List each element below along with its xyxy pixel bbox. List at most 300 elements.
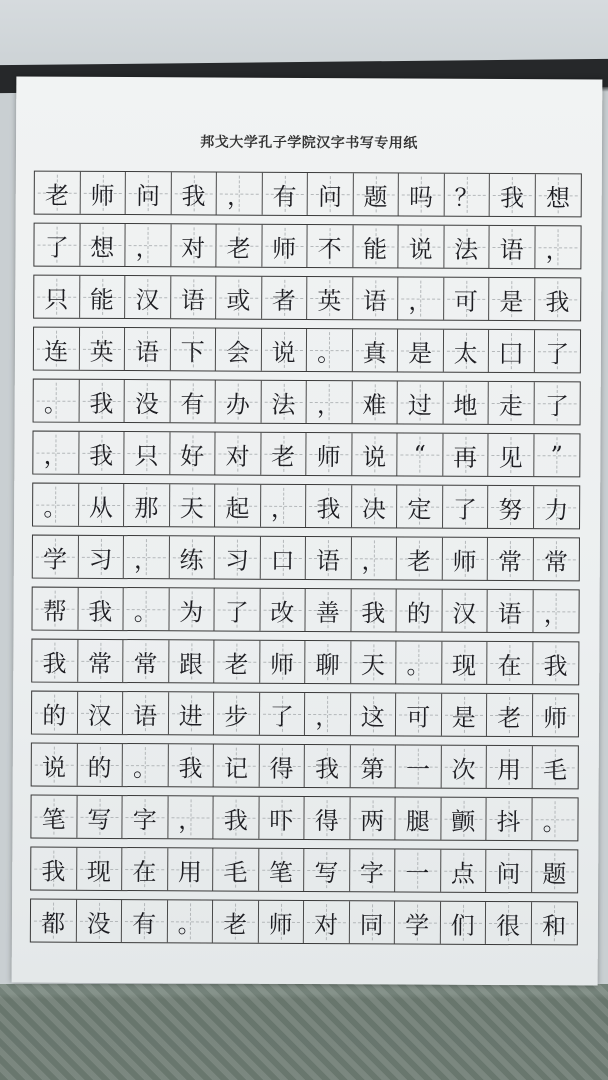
handwritten-character: 学 [405, 911, 430, 940]
handwritten-character: 说 [41, 753, 67, 782]
handwritten-character: 想 [545, 183, 571, 212]
grid-cell [78, 640, 124, 682]
grid-cell [76, 900, 122, 942]
grid-cell [440, 902, 486, 944]
grid-cell [398, 225, 444, 267]
grid-row [32, 431, 580, 478]
grid-cell [489, 330, 535, 372]
grid-cell [396, 693, 442, 735]
handwritten-character: 汉 [87, 701, 112, 730]
handwritten-character: 了 [452, 495, 477, 524]
handwritten-character: 决 [361, 494, 386, 523]
grid-cell [79, 484, 125, 526]
grid-cell [349, 901, 395, 943]
grid-row [32, 483, 580, 530]
handwritten-character: 们 [450, 911, 475, 940]
grid-cell [32, 692, 78, 734]
handwritten-character: 记 [223, 754, 249, 783]
handwritten-character: 师 [268, 910, 293, 939]
grid-cell [353, 173, 399, 215]
grid-cell [34, 276, 80, 318]
handwritten-character: 。 [406, 651, 431, 680]
grid-cell [169, 588, 215, 630]
grid-cell [304, 901, 350, 943]
handwritten-character: 进 [178, 701, 203, 730]
handwritten-character: 同 [359, 910, 384, 939]
handwritten-character: 了 [544, 391, 569, 420]
handwritten-character: 题 [363, 182, 388, 211]
handwritten-character: 没 [86, 909, 111, 938]
handwritten-character: 习 [225, 546, 250, 575]
handwritten-character: 一 [405, 859, 430, 888]
grid-cell [213, 849, 259, 891]
handwritten-character: 问 [317, 182, 343, 211]
grid-cell [79, 380, 125, 422]
grid-cell [308, 173, 354, 215]
grid-cell [533, 538, 579, 580]
handwritten-character: 。 [133, 597, 158, 626]
grid-cell [33, 432, 79, 474]
handwritten-character: 只 [134, 441, 159, 470]
grid-cell [532, 746, 578, 788]
grid-row [32, 535, 580, 582]
grid-cell [77, 692, 123, 734]
grid-cell [213, 797, 259, 839]
grid-cell [443, 434, 489, 476]
handwritten-character: 常 [544, 547, 569, 576]
handwritten-character: 都 [41, 909, 66, 938]
grid-cell [261, 381, 307, 423]
grid-cell [216, 329, 262, 371]
handwritten-character: 次 [451, 755, 476, 784]
grid-cell [488, 434, 534, 476]
grid-cell [122, 796, 168, 838]
handwritten-character: 太 [453, 339, 478, 368]
handwritten-character: 汉 [135, 285, 160, 314]
grid-cell [441, 850, 487, 892]
grid-cell [487, 642, 533, 684]
handwritten-character: 老 [271, 442, 296, 471]
grid-cell [169, 640, 215, 682]
handwritten-character: 师 [452, 547, 477, 576]
grid-cell [170, 432, 216, 474]
grid-cell [123, 640, 169, 682]
grid-cell [124, 484, 170, 526]
grid-cell [126, 172, 172, 214]
grid-cell [34, 224, 80, 266]
grid-cell [168, 848, 214, 890]
grid-cell [352, 329, 398, 371]
handwritten-character: ， [361, 546, 386, 575]
handwritten-character: 问 [135, 181, 161, 210]
grid-cell [488, 486, 534, 528]
handwritten-character: 难 [362, 390, 387, 419]
grid-cell [397, 433, 443, 475]
handwritten-character: 定 [407, 495, 432, 524]
grid-cell [34, 380, 80, 422]
grid-cell [259, 693, 305, 735]
handwritten-character: 可 [453, 287, 479, 316]
grid-cell [78, 536, 124, 578]
grid-cell [80, 172, 126, 214]
grid-cell [260, 589, 306, 631]
handwritten-character: 有 [132, 909, 157, 938]
grid-cell [170, 484, 216, 526]
handwritten-character: 改 [270, 598, 295, 627]
handwritten-character: 了 [224, 598, 249, 627]
handwritten-character: 颤 [451, 807, 476, 836]
handwritten-character: 真 [362, 338, 387, 367]
handwritten-character: 可 [406, 703, 431, 732]
handwritten-character: 笔 [41, 805, 66, 834]
grid-cell [396, 641, 442, 683]
handwritten-character: 说 [408, 235, 433, 264]
grid-cell [32, 744, 78, 786]
handwritten-character: 老 [223, 910, 248, 939]
grid-row [31, 587, 579, 634]
grid-cell [170, 380, 216, 422]
grid-cell [441, 694, 487, 736]
grid-cell [397, 485, 443, 527]
handwritten-character: ， [178, 805, 203, 834]
handwritten-character: 说 [271, 338, 296, 367]
handwritten-character: 了 [269, 702, 294, 731]
grid-cell [262, 225, 308, 267]
handwritten-character: 我 [89, 441, 114, 470]
grid-cell [262, 277, 308, 319]
grid-cell [215, 433, 261, 475]
handwritten-character: 好 [180, 441, 205, 470]
handwritten-character: ， [545, 235, 570, 264]
handwritten-character: 了 [545, 339, 570, 368]
handwritten-character: ， [134, 545, 159, 574]
handwritten-character: 语 [316, 546, 341, 575]
grid-cell [444, 226, 490, 268]
handwritten-character: 对 [225, 442, 250, 471]
handwritten-character: 我 [499, 183, 525, 212]
grid-cell [532, 694, 578, 736]
handwritten-character: 现 [451, 651, 477, 680]
grid-row [33, 379, 581, 426]
grid-cell [489, 226, 535, 268]
handwritten-character: 的 [406, 599, 431, 628]
handwritten-character: 老 [497, 703, 522, 732]
handwritten-character: 学 [43, 545, 68, 574]
grid-cell [486, 850, 532, 892]
grid-cell [171, 172, 217, 214]
handwritten-character: ？ [454, 183, 479, 212]
handwritten-character: 。 [317, 338, 342, 367]
handwritten-character: 起 [225, 494, 250, 523]
grid-cell [350, 693, 396, 735]
handwritten-character: 。 [43, 389, 68, 418]
grid-cell [261, 433, 307, 475]
grid-cell [489, 278, 535, 320]
handwritten-character: 法 [271, 390, 296, 419]
handwritten-character: 。 [542, 807, 567, 836]
handwritten-character: 常 [87, 649, 113, 678]
grid-cell [124, 536, 170, 578]
grid-cell [534, 382, 580, 424]
grid-cell [214, 745, 260, 787]
handwritten-character: 写 [314, 858, 339, 887]
grid-cell [352, 381, 398, 423]
handwritten-character: 两 [360, 806, 385, 835]
handwritten-character: 师 [90, 181, 115, 210]
grid-cell [307, 225, 353, 267]
grid-cell [34, 328, 80, 370]
handwritten-character: ， [315, 702, 340, 731]
handwritten-character: 天 [179, 493, 204, 522]
handwritten-character: 从 [88, 493, 113, 522]
grid-cell [125, 224, 171, 266]
grid-cell [168, 744, 214, 786]
grid-cell [214, 641, 260, 683]
handwritten-character: 常 [498, 547, 523, 576]
grid-cell [306, 485, 352, 527]
handwritten-character: 字 [359, 858, 385, 887]
grid-cell [535, 174, 581, 216]
handwritten-character: 努 [498, 495, 523, 524]
grid-cell [353, 225, 399, 267]
grid-cell [396, 589, 442, 631]
handwritten-character: 吗 [408, 183, 434, 212]
handwritten-character: ， [270, 494, 295, 523]
handwritten-character: 没 [134, 389, 159, 418]
handwritten-character: 师 [272, 234, 297, 263]
grid-cell [259, 849, 305, 891]
handwritten-character: ， [316, 390, 341, 419]
grid-cell [306, 537, 352, 579]
grid-cell [486, 798, 532, 840]
grid-row [30, 899, 578, 946]
handwritten-character: 走 [498, 391, 523, 420]
grid-cell [31, 900, 77, 942]
handwritten-character: 我 [41, 857, 66, 886]
handwritten-character: 那 [134, 493, 159, 522]
handwritten-character: 毛 [542, 755, 568, 784]
grid-cell [490, 174, 536, 216]
grid-cell [534, 330, 580, 372]
grid-cell [533, 642, 579, 684]
handwritten-character: 为 [179, 597, 204, 626]
handwritten-character: 我 [42, 649, 67, 678]
grid-cell [171, 276, 217, 318]
grid-cell [350, 745, 396, 787]
grid-cell [307, 329, 353, 371]
handwritten-character: 我 [316, 494, 341, 523]
grid-cell [123, 744, 169, 786]
handwritten-character: 善 [315, 598, 340, 627]
grid-cell [77, 796, 123, 838]
handwritten-character: 的 [87, 753, 112, 782]
grid-cell [305, 745, 351, 787]
handwritten-character: 能 [363, 234, 388, 263]
grid-cell [395, 901, 441, 943]
handwritten-character: 天 [360, 650, 386, 679]
grid-row [31, 639, 579, 686]
grid-cell [489, 382, 535, 424]
grid-cell [442, 590, 488, 632]
handwritten-character: 语 [135, 337, 160, 366]
grid-cell [216, 277, 262, 319]
grid-row [30, 847, 578, 894]
grid-cell [214, 589, 260, 631]
grid-cell [122, 900, 168, 942]
grid-row [31, 691, 579, 738]
handwritten-character: 师 [269, 650, 295, 679]
handwritten-character: 语 [133, 701, 158, 730]
handwritten-character: 对 [314, 910, 339, 939]
character-grid [30, 171, 582, 954]
grid-cell [487, 590, 533, 632]
grid-cell [443, 382, 489, 424]
grid-cell [169, 536, 215, 578]
handwritten-character: 写 [87, 805, 112, 834]
writing-paper [12, 76, 603, 985]
handwritten-character: 有 [180, 389, 205, 418]
handwritten-character: 用 [496, 755, 522, 784]
grid-cell [31, 848, 77, 890]
grid-cell [259, 797, 305, 839]
grid-cell [532, 850, 578, 892]
handwritten-character: 毛 [223, 858, 248, 887]
grid-cell [535, 226, 581, 268]
grid-cell [125, 328, 171, 370]
grid-cell [304, 849, 350, 891]
grid-cell [125, 380, 171, 422]
grid-cell [534, 486, 580, 528]
grid-cell [350, 849, 396, 891]
grid-cell [78, 588, 124, 630]
handwritten-character: 很 [496, 911, 521, 940]
handwritten-character: 一 [405, 755, 431, 784]
grid-cell [534, 434, 580, 476]
grid-cell [262, 173, 308, 215]
handwritten-character: 我 [89, 389, 114, 418]
grid-cell [77, 744, 123, 786]
paper-title: 邦戈大学孔子学院汉字书写专用纸 [200, 134, 418, 152]
grid-row [33, 327, 581, 374]
grid-cell [307, 381, 353, 423]
grid-cell [397, 537, 443, 579]
grid-cell [213, 901, 259, 943]
handwritten-character: 问 [496, 859, 521, 888]
grid-cell [353, 277, 399, 319]
grid-row [33, 275, 581, 322]
grid-cell [259, 745, 305, 787]
grid-cell [261, 485, 307, 527]
handwritten-character: 的 [42, 701, 67, 730]
grid-cell [487, 694, 533, 736]
grid-cell [398, 277, 444, 319]
handwritten-character: 。 [177, 909, 202, 938]
grid-cell [487, 746, 533, 788]
handwritten-character: 我 [223, 806, 248, 835]
grid-cell [307, 277, 353, 319]
handwritten-character: ， [408, 287, 433, 316]
grid-row [34, 171, 582, 218]
handwritten-character: ， [226, 182, 252, 211]
grid-cell [350, 797, 396, 839]
grid-cell [260, 537, 306, 579]
handwritten-character: 汉 [452, 599, 477, 628]
grid-cell [442, 642, 488, 684]
grid-cell [168, 796, 214, 838]
handwritten-character: 者 [271, 286, 297, 315]
handwritten-character: 见 [498, 443, 523, 472]
grid-cell [31, 796, 77, 838]
grid-cell [32, 640, 78, 682]
handwritten-character: 笔 [268, 858, 294, 887]
handwritten-character: 口 [270, 546, 295, 575]
grid-cell [399, 173, 445, 215]
handwritten-character: 这 [360, 702, 385, 731]
handwritten-character: 有 [272, 182, 297, 211]
handwritten-character: 抖 [496, 807, 521, 836]
handwritten-character: 我 [314, 754, 340, 783]
grid-cell [80, 224, 126, 266]
handwritten-character: 语 [180, 285, 206, 314]
grid-cell [123, 692, 169, 734]
grid-cell [352, 485, 398, 527]
handwritten-character: 老 [407, 547, 432, 576]
handwritten-character: 腿 [405, 807, 430, 836]
handwritten-character: ， [543, 599, 568, 628]
handwritten-character: 对 [181, 233, 206, 262]
grid-cell [306, 433, 352, 475]
handwritten-character: 练 [179, 545, 204, 574]
grid-cell [33, 536, 79, 578]
handwritten-character: 我 [181, 181, 206, 210]
handwritten-character: 只 [44, 285, 69, 314]
grid-cell [217, 173, 263, 215]
grid-cell [260, 641, 306, 683]
handwritten-character: 是 [499, 287, 524, 316]
handwritten-character: 师 [316, 442, 341, 471]
handwritten-character: 语 [362, 286, 388, 315]
handwritten-character: 地 [453, 391, 478, 420]
grid-cell [535, 278, 581, 320]
grid-cell [124, 432, 170, 474]
grid-cell [444, 174, 490, 216]
handwritten-character: 英 [317, 286, 342, 315]
handwritten-character: 。 [132, 753, 158, 782]
grid-cell [33, 484, 79, 526]
grid-cell [305, 693, 351, 735]
handwritten-character: 想 [90, 233, 115, 262]
handwritten-character: ， [43, 441, 68, 470]
handwritten-character: 常 [133, 649, 158, 678]
grid-cell [79, 328, 125, 370]
grid-cell [351, 589, 397, 631]
handwritten-character: 是 [451, 703, 476, 732]
grid-cell [215, 485, 261, 527]
grid-cell [398, 329, 444, 371]
handwritten-character: 英 [89, 337, 114, 366]
handwritten-character: 再 [453, 443, 478, 472]
grid-cell [304, 797, 350, 839]
grid-cell [443, 486, 489, 528]
handwritten-character: 或 [226, 286, 251, 315]
grid-cell [168, 692, 214, 734]
handwritten-character: 我 [545, 287, 570, 316]
grid-cell [395, 849, 441, 891]
grid-cell [533, 590, 579, 632]
grid-cell [122, 848, 168, 890]
grid-cell [442, 538, 488, 580]
handwritten-character: 囗 [499, 339, 524, 368]
